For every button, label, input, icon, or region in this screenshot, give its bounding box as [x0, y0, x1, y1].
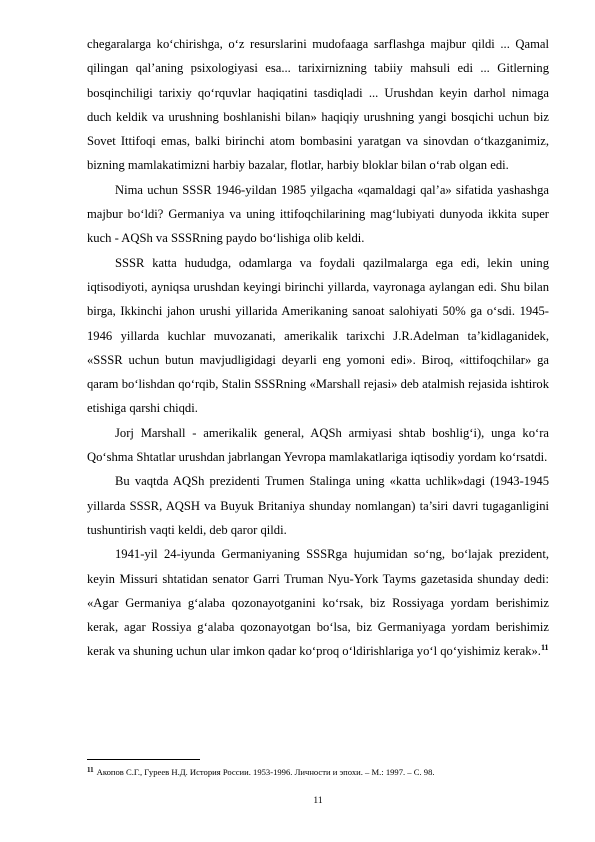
footnote-separator	[87, 759, 200, 760]
paragraph: Jorj Marshall - amerikalik general, AQSh armiyasi shtab boshlig‘i), unga ko‘ra Qo‘shma Shtatlar urushdan jabrlangan Yevropa mamlakatlariga iqtisodiy yordam ko‘rsatdi.	[87, 425, 549, 465]
footnote-number: 11	[87, 766, 94, 774]
paragraph: chegaralarga ko‘chirishga, o‘z resurslarini mudofaaga sarflashga majbur qildi ... Qamal qilingan qal’aning psixologiyasi esa... tarixirnizning tabiiy mahsuli edi ... Gitlerning bosqinchiligi tarixiy qo‘rquvlar haqiqatini tasdiqladi ... Urushdan keyin darhol nimaga duch keldik va urushning boshlanishi bilan» haqiqiy urushning yangi bosqichi uchun biz Sovet Ittifoqi emas, balki birinchi atom bombasini yaratgan va sinovdan o‘tkazganimiz, bizning mamlakatimizni harbiy bazalar, flotlar, harbiy bloklar bilan o‘rab olgan edi.	[87, 37, 549, 173]
body-text	[87, 32, 549, 664]
footnote-text: Акопов С.Г., Гуреев Н.Д. История России. 1953-1996. Личности и эпохи. – М.: 1997. – С. 98.	[96, 767, 435, 777]
paragraph: Bu vaqtda AQSh prezidenti Trumen Stalinga uning «katta uchlik»dagi (1943-1945 yillarda SSSR, AQSH va Buyuk Britaniya shunday nomlangan) ta’siri davri tugaganligini tushuntirish vaqti keldi, deb qaror qildi.	[87, 474, 549, 537]
paragraph: SSSR katta hududga, odamlarga va foydali qazilmalarga ega edi, lekin uning iqtisodiyoti, ayniqsa urushdan keyingi birinchi yillarda, vayronaga aylangan edi. Shu bilan birga, Ikkinchi jahon urushi yillarida Amerikaning sanoat salohiyati 50% ga o‘sdi. 1945-1946 yillarda kuchlar muvozanati, amerikalik tarixchi J.R.Adelman ta’kidlaganidek, «SSSR uchun butun mavjudligidagi deyarli eng yomoni edi». Biroq, «ittifoqchilar» ga qaram bo‘lishdan qo‘rqib, Stalin SSSRning «Marshall rejasi» deb atalmish rejasida ishtirok etishiga qarshi chiqdi.	[87, 255, 549, 416]
paragraph-with-footnote	[87, 542, 549, 663]
paragraph-text: 1941-yil 24-iyunda Germaniyaning SSSRga hujumidan so‘ng, bo‘lajak prezident, keyin Missuri shtatidan senator Garri Truman Nyu-York Tayms gazetasida shunday dedi: «Agar Germaniya g‘alaba qozonayotganini ko‘rsak, biz Rossiyaga yordam berishimiz kerak, agar Rossiya g‘alaba qozonayotgan bo‘lsa, biz Germaniyaga yordam berishimiz kerak va shuning uchun ular imkon qadar ko‘proq o‘ldirishlariga yo‘l qo‘yishimiz kerak».	[87, 547, 549, 659]
page-number: 11	[313, 796, 323, 806]
footnote	[87, 766, 549, 778]
footnote-reference[interactable]: 11	[540, 643, 549, 653]
paragraph: Nima uchun SSSR 1946-yildan 1985 yilgacha «qamaldagi qal’a» sifatida yashashga majbur bo‘ldi? Germaniya va uning ittifoqchilarining mag‘lubiyati dunyoda ikkita super kuch - AQSh va SSSRning paydo bo‘lishiga olib keldi.	[87, 182, 549, 246]
